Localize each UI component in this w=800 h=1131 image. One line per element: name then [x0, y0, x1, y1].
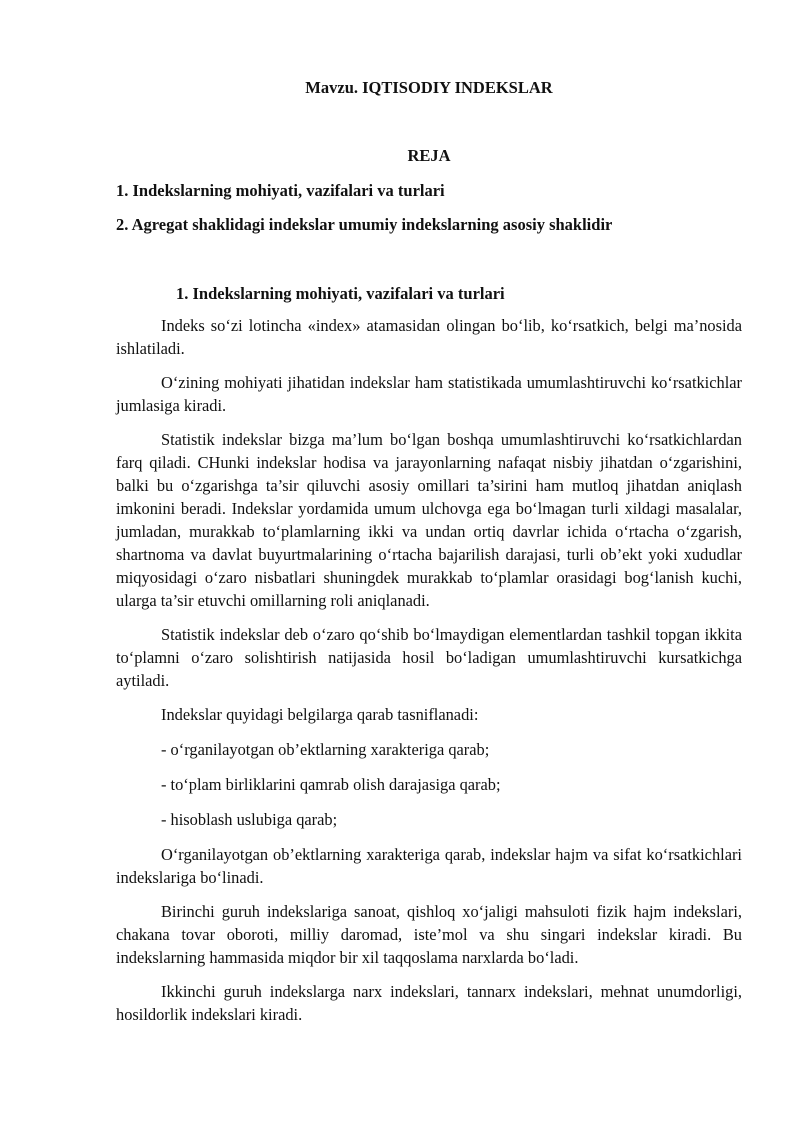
- list-item: - o‘rganilayotgan ob’ektlarning xarakteriga qarab;: [161, 740, 490, 759]
- body-text: [116, 314, 742, 1037]
- paragraph: Indeks so‘zi lotincha «index» atamasidan olingan bo‘lib, ko‘rsatkich, belgi ma’nosida ishlatiladi.: [116, 316, 742, 358]
- paragraph: Statistik indekslar deb o‘zaro qo‘shib bo‘lmaydigan elementlardan tashkil topgan ikkita to‘plamni o‘zaro solishtirish natijasida hosil bo‘ladigan umumlashtiruvchi kursatkichga aytiladi.: [116, 625, 742, 690]
- plan-item: 1. Indekslarning mohiyati, vazifalari va turlari: [116, 181, 445, 200]
- paragraph: Ikkinchi guruh indekslarga narx indekslari, tannarx indekslari, mehnat unumdorligi, hosildorlik indekslari kiradi.: [116, 982, 742, 1024]
- section-heading: 1. Indekslarning mohiyati, vazifalari va turlari: [176, 284, 505, 303]
- paragraph: Statistik indekslar bizga ma’lum bo‘lgan boshqa umumlashtiruvchi ko‘rsatkichlardan farq qiladi. CHunki indekslar hodisa va jarayonlarning nafaqat nisbiy jihatdan o‘zgarishini, balki bu o‘zgarishga ta’sir qiluvchi asosiy omillari ta’sirini ham mutloq jihatdan aniqlash imkonini beradi. Indekslar yordamida umum ulchovga ega bo‘lmagan turli xildagi masalalar, jumladan, murakkab to‘plamlarning ikki va undan ortiq davrlar ichida o‘rtacha o‘zgarish, shartnoma va davlat buyurtmalarining o‘rtacha bajarilish darajasi, turli ob’ekt yoki xududlar miqyosidagi o‘zaro nisbatlari shuningdek murakkab to‘plamlar orasidagi bog‘lanish kuchi, ularga ta’sir etuvchi omillarning roli aniqlanadi.: [116, 430, 742, 610]
- plan-list: [116, 181, 746, 249]
- topic-title: Mavzu. IQTISODIY INDEKSLAR: [305, 78, 553, 97]
- plan-item: 2. Agregat shaklidagi indekslar umumiy indekslarning asosiy shaklidir: [116, 215, 613, 234]
- paragraph: Indekslar quyidagi belgilarga qarab tasniflanadi:: [161, 705, 479, 724]
- paragraph: Birinchi guruh indekslariga sanoat, qishloq xo‘jaligi mahsuloti fizik hajm indekslari, chakana tovar oboroti, milliy daromad, iste’mol va shu singari indekslar kiradi. Bu indekslarning hammasida miqdor bir xil taqqoslama narxlarda bo‘ladi.: [116, 902, 742, 967]
- list-item: - to‘plam birliklarini qamrab olish darajasiga qarab;: [161, 775, 501, 794]
- paragraph: O‘rganilayotgan ob’ektlarning xarakteriga qarab, indekslar hajm va sifat ko‘rsatkichlari indekslariga bo‘linadi.: [116, 845, 742, 887]
- plan-heading: REJA: [407, 146, 451, 165]
- list-item: - hisoblash uslubiga qarab;: [161, 810, 338, 829]
- paragraph: O‘zining mohiyati jihatidan indekslar ham statistikada umumlashtiruvchi ko‘rsatkichlar jumlasiga kiradi.: [116, 373, 742, 415]
